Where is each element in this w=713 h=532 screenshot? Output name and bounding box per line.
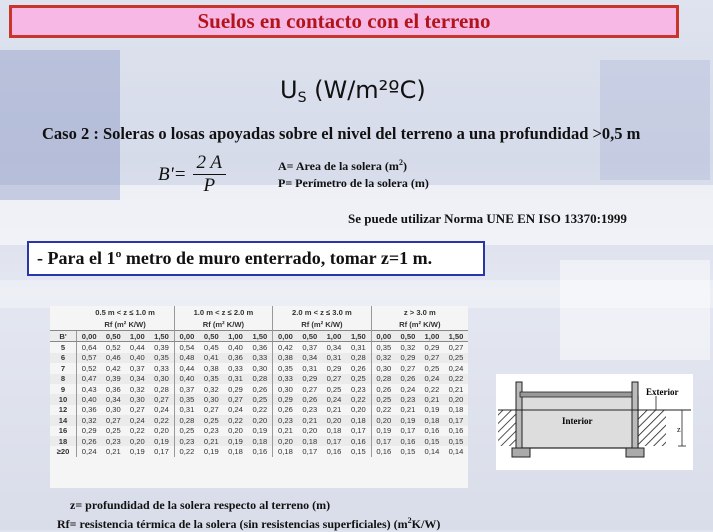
column-header-rf: 0,00	[273, 331, 298, 342]
table-cell: 0,19	[371, 426, 396, 436]
table-cell: 0,40	[77, 394, 102, 404]
table-cell: 0,19	[129, 446, 145, 456]
table-cell: 0,29	[396, 353, 420, 363]
legend-rf-sup: 2	[407, 516, 412, 525]
interior-label: Interior	[562, 416, 593, 426]
table-row	[50, 394, 468, 404]
table-cell: 0,20	[154, 426, 169, 436]
table-row	[50, 405, 468, 415]
rf-header: Rf (m² K/W)	[104, 319, 146, 329]
table-cell: 0,27	[420, 353, 444, 363]
table-cell: 0,27	[223, 394, 247, 404]
table-cell: 0,24	[420, 374, 444, 384]
table-cell: 0,37	[129, 363, 145, 373]
row-b-value: ≥20	[56, 446, 70, 456]
table-cell: 0,25	[444, 353, 468, 363]
table-cell: 0,34	[125, 374, 149, 384]
norma-reference: Se puede utilizar Norma UNE EN ISO 13370:1999	[348, 211, 627, 226]
table-cell: 0,57	[77, 353, 102, 363]
table-cell: 0,24	[125, 415, 149, 425]
table-cell: 0,28	[174, 415, 199, 425]
table-cell: 0,30	[149, 374, 174, 384]
table-cell: 0,20	[125, 436, 149, 446]
table-cell: 0,40	[174, 374, 199, 384]
table-cell: 0,35	[149, 353, 174, 363]
table-cell: 0,19	[396, 415, 420, 425]
table-cell: 0,46	[101, 353, 125, 363]
table-cell: 0,18	[420, 415, 444, 425]
table-cell: 0,29	[77, 426, 102, 436]
slide-title: Suelos en contacto con el terreno	[9, 5, 679, 38]
table-cell: 0,21	[273, 426, 298, 436]
table-cell: 0,45	[203, 343, 219, 353]
case-description: Caso 2 : Soleras o losas apoyadas sobre el nivel del terreno a una profundidad >0,5 m	[42, 124, 641, 143]
table-cell: 0,44	[174, 363, 199, 373]
column-header-rf: 1,50	[444, 331, 468, 342]
table-cell: 0,64	[77, 342, 102, 353]
footing-right	[626, 448, 644, 457]
legend	[57, 497, 441, 532]
table-row	[50, 426, 468, 436]
table-cell: 0,36	[223, 353, 247, 363]
column-header-rf: 0,00	[174, 331, 199, 342]
bprime-numerator: 2 A	[193, 152, 227, 175]
table-row	[50, 415, 468, 425]
table-cell: 0,27	[400, 363, 416, 373]
definition-a	[278, 154, 429, 175]
column-header-b: B'	[50, 331, 77, 342]
table-cell: 0,18	[346, 415, 371, 425]
rf-header: Rf (m² K/W)	[174, 318, 272, 331]
table-cell: 0,24	[77, 446, 102, 456]
table-cell: 0,27	[302, 384, 318, 394]
row-b-value: 16	[58, 426, 68, 436]
column-header-rf: 1,00	[420, 331, 444, 342]
row-b-value: 10	[50, 394, 77, 404]
note-box: - Para el 1º metro de muro enterrado, tomar z=1 m.	[27, 241, 485, 276]
table-cell: 0,35	[273, 363, 298, 373]
table-cell: 0,25	[248, 394, 273, 404]
table-cell: 0,24	[400, 384, 416, 394]
corner-cell	[50, 318, 77, 331]
table-cell: 0,31	[174, 405, 199, 415]
table-cell: 0,15	[400, 446, 416, 456]
table-cell: 0,32	[400, 343, 416, 353]
background-tile	[600, 60, 710, 180]
table-cell: 0,33	[154, 363, 169, 373]
table-cell: 0,31	[322, 353, 346, 363]
table-cell: 0,54	[174, 342, 199, 353]
table-cell: 0,38	[203, 363, 219, 373]
roof	[520, 392, 632, 397]
table-cell: 0,27	[448, 343, 464, 353]
table-cell: 0,20	[228, 426, 243, 436]
table-cell: 0,18	[273, 446, 298, 456]
definition-a-text: A= Area de la solera (m	[278, 159, 399, 173]
table-cell: 0,29	[273, 394, 298, 404]
column-header-rf: 1,00	[223, 331, 247, 342]
table-cell: 0,18	[228, 446, 243, 456]
table-cell: 0,18	[326, 426, 342, 436]
table-cell: 0,21	[400, 405, 416, 415]
table-cell: 0,16	[396, 436, 420, 446]
row-b-value: 12	[58, 405, 68, 415]
table-cell: 0,18	[298, 436, 322, 446]
table-cell: 0,26	[252, 384, 268, 394]
column-header-rf: 0,00	[77, 331, 102, 342]
table-cell: 0,33	[228, 363, 243, 373]
table-cell: 0,33	[248, 353, 273, 363]
table-cell: 0,52	[105, 343, 121, 353]
rf-header: Rf (m² K/W)	[371, 318, 468, 331]
table-cell: 0,36	[77, 405, 102, 415]
table-cell: 0,23	[101, 436, 125, 446]
table-cell: 0,17	[302, 446, 318, 456]
table-cell: 0,41	[199, 353, 223, 363]
table-cell: 0,19	[424, 405, 440, 415]
footing-left	[512, 448, 530, 457]
table-cell: 0,48	[174, 353, 199, 363]
definition-a-close: )	[402, 159, 407, 173]
table-cell: 0,36	[252, 343, 268, 353]
table-cell: 0,39	[101, 374, 125, 384]
table-cell: 0,40	[228, 343, 243, 353]
table-cell: 0,18	[448, 405, 464, 415]
column-header-rf: 0,50	[396, 331, 420, 342]
table-cell: 0,39	[154, 343, 169, 353]
table-cell: 0,21	[326, 405, 342, 415]
table-cell: 0,16	[326, 446, 342, 456]
table-cell: 0,15	[350, 446, 366, 456]
background-tile	[560, 260, 710, 360]
us-subscript: S	[297, 90, 307, 106]
table-cell: 0,29	[298, 374, 322, 384]
table-cell: 0,14	[448, 446, 464, 456]
table-cell: 0,37	[302, 343, 318, 353]
legend-rf-text: Rf= resistencia térmica de la solera (sin resistencias superficiales) (m	[57, 517, 408, 531]
column-header-rf: 0,50	[199, 331, 223, 342]
rf-table-container	[50, 306, 468, 488]
column-header-rf: 0,00	[371, 331, 396, 342]
row-b-value: 7	[60, 363, 66, 373]
table-cell: 0,22	[174, 446, 199, 456]
table-cell: 0,22	[223, 415, 247, 425]
rf-table	[50, 306, 468, 457]
table-cell: 0,21	[105, 446, 121, 456]
column-header-rf: 0,50	[101, 331, 125, 342]
table-cell: 0,20	[371, 415, 396, 425]
table-cell: 0,23	[350, 384, 366, 394]
table-cell: 0,23	[273, 415, 298, 425]
rf-header-row	[50, 318, 468, 331]
group-header: 2.0 m < z ≤ 3.0 m	[273, 306, 371, 318]
table-cell: 0,27	[322, 374, 346, 384]
table-cell: 0,17	[154, 446, 169, 456]
table-cell: 0,26	[77, 436, 102, 446]
bprime-denominator: P	[203, 175, 216, 196]
table-cell: 0,44	[129, 343, 145, 353]
table-cell: 0,16	[371, 446, 396, 456]
table-cell: 0,25	[199, 415, 223, 425]
definition-a-sup: 2	[398, 158, 403, 167]
table-cell: 0,28	[248, 374, 273, 384]
group-header: z > 3.0 m	[371, 306, 468, 318]
table-cell: 0,35	[174, 394, 199, 404]
bprime-lhs: B'=	[158, 163, 187, 185]
table-cell: 0,38	[273, 353, 298, 363]
table-cell: 0,24	[322, 394, 346, 404]
table-row	[50, 436, 468, 446]
table-row	[50, 384, 468, 394]
table-cell: 0,19	[252, 426, 268, 436]
table-cell: 0,28	[346, 353, 371, 363]
table-cell: 0,14	[424, 446, 440, 456]
table-cell: 0,27	[129, 405, 145, 415]
table-cell: 0,17	[371, 436, 396, 446]
table-cell: 0,24	[154, 405, 169, 415]
table-cell: 0,29	[326, 363, 342, 373]
table-cell: 0,26	[371, 384, 396, 394]
definition-p: P= Perímetro de la solera (m)	[278, 176, 429, 190]
table-row	[50, 446, 468, 456]
table-cell: 0,25	[424, 363, 440, 373]
exterior-label: Exterior	[646, 387, 679, 397]
table-cell: 0,24	[448, 363, 464, 373]
table-cell: 0,22	[346, 394, 371, 404]
slab-diagram	[496, 374, 693, 470]
table-cell: 0,19	[223, 436, 247, 446]
table-cell: 0,23	[203, 426, 219, 436]
table-cell: 0,30	[252, 363, 268, 373]
table-cell: 0,30	[105, 405, 121, 415]
corner-cell	[50, 306, 77, 318]
table-row	[50, 353, 468, 363]
table-cell: 0,32	[77, 415, 102, 425]
table-cell: 0,26	[396, 374, 420, 384]
us-formula	[280, 76, 426, 106]
group-header: 0.5 m < z ≤ 1.0 m	[95, 307, 155, 317]
table-cell: 0,26	[273, 405, 298, 415]
row-b-value: 14	[50, 415, 77, 425]
table-cell: 0,42	[105, 363, 121, 373]
table-cell: 0,34	[298, 353, 322, 363]
table-cell: 0,33	[273, 374, 298, 384]
us-symbol: U	[280, 76, 298, 104]
bprime-fraction	[193, 152, 227, 197]
row-b-value: 8	[50, 374, 77, 384]
row-b-value: 6	[50, 353, 77, 363]
table-cell: 0,16	[346, 436, 371, 446]
table-cell: 0,35	[199, 374, 223, 384]
row-b-value: 5	[60, 343, 66, 353]
table-cell: 0,16	[448, 426, 464, 436]
table-cell: 0,21	[420, 394, 444, 404]
table-cell: 0,21	[199, 436, 223, 446]
table-cell: 0,27	[101, 415, 125, 425]
table-cell: 0,16	[252, 446, 268, 456]
table-cell: 0,32	[129, 384, 145, 394]
table-cell: 0,47	[77, 374, 102, 384]
table-body	[50, 342, 468, 457]
table-cell: 0,19	[203, 446, 219, 456]
table-cell: 0,20	[350, 405, 366, 415]
row-b-value: 9	[60, 384, 66, 394]
bprime-formula	[158, 152, 226, 197]
table-cell: 0,17	[322, 436, 346, 446]
table-cell: 0,40	[125, 353, 149, 363]
ground-right	[636, 410, 666, 446]
table-cell: 0,28	[371, 374, 396, 384]
table-cell: 0,15	[444, 436, 468, 446]
table-cell: 0,25	[326, 384, 342, 394]
wall-right	[632, 382, 638, 448]
table-cell: 0,31	[223, 374, 247, 384]
legend-z: z= profundidad de la solera respecto al terreno (m)	[70, 498, 331, 512]
table-cell: 0,22	[252, 405, 268, 415]
table-cell: 0,21	[448, 384, 464, 394]
table-cell: 0,30	[273, 384, 298, 394]
table-cell: 0,32	[371, 353, 396, 363]
table-cell: 0,17	[350, 426, 366, 436]
table-cell: 0,20	[322, 415, 346, 425]
column-header-rf: 1,50	[248, 331, 273, 342]
table-cell: 0,36	[105, 384, 121, 394]
table-cell: 0,26	[298, 394, 322, 404]
table-cell: 0,25	[105, 426, 121, 436]
table-cell: 0,23	[174, 436, 199, 446]
table-cell: 0,15	[420, 436, 444, 446]
variable-definitions	[278, 154, 429, 192]
table-cell: 0,19	[149, 436, 174, 446]
table-cell: 0,27	[149, 394, 174, 404]
table-cell: 0,42	[273, 342, 298, 353]
group-header: 1.0 m < z ≤ 2.0 m	[174, 306, 272, 318]
table-cell: 0,20	[302, 426, 318, 436]
table-cell: 0,23	[302, 405, 318, 415]
column-header-row	[50, 331, 468, 342]
table-cell: 0,23	[396, 394, 420, 404]
us-units: (W/m²ºC)	[306, 76, 426, 104]
table-cell: 0,30	[199, 394, 223, 404]
group-header-row	[50, 306, 468, 318]
table-cell: 0,30	[371, 363, 396, 373]
legend-rf	[57, 513, 440, 532]
table-cell: 0,25	[371, 394, 396, 404]
table-cell: 0,25	[346, 374, 371, 384]
legend-rf-end: K/W)	[411, 517, 441, 531]
table-cell: 0,28	[154, 384, 169, 394]
table-cell: 0,34	[326, 343, 342, 353]
table-cell: 0,34	[101, 394, 125, 404]
table-cell: 0,30	[125, 394, 149, 404]
table-cell: 0,24	[228, 405, 243, 415]
table-cell: 0,22	[129, 426, 145, 436]
table-cell: 0,27	[203, 405, 219, 415]
column-header-rf: 1,50	[346, 331, 371, 342]
row-b-value: 18	[50, 436, 77, 446]
table-cell: 0,16	[424, 426, 440, 436]
table-cell: 0,18	[248, 436, 273, 446]
column-header-rf: 1,50	[149, 331, 174, 342]
table-cell: 0,20	[444, 394, 468, 404]
table-cell: 0,17	[400, 426, 416, 436]
table-cell: 0,25	[174, 426, 199, 436]
table-cell: 0,29	[424, 343, 440, 353]
table-cell: 0,20	[248, 415, 273, 425]
table-row	[50, 342, 468, 353]
table-row	[50, 363, 468, 373]
table-cell: 0,31	[302, 363, 318, 373]
table-cell: 0,37	[174, 384, 199, 394]
table-cell: 0,52	[77, 363, 102, 373]
table-cell: 0,17	[444, 415, 468, 425]
table-cell: 0,35	[371, 342, 396, 353]
column-header-rf: 0,50	[298, 331, 322, 342]
table-cell: 0,22	[371, 405, 396, 415]
table-cell: 0,26	[350, 363, 366, 373]
table-cell: 0,32	[203, 384, 219, 394]
column-header-rf: 1,00	[322, 331, 346, 342]
table-cell: 0,22	[444, 374, 468, 384]
table-row	[50, 374, 468, 384]
z-label: z	[677, 425, 681, 434]
table-cell: 0,31	[350, 343, 366, 353]
table-cell: 0,22	[149, 415, 174, 425]
table-cell: 0,21	[298, 415, 322, 425]
rf-header: Rf (m² K/W)	[273, 318, 371, 331]
table-cell: 0,22	[424, 384, 440, 394]
column-header-rf: 1,00	[125, 331, 149, 342]
table-cell: 0,20	[273, 436, 298, 446]
table-cell: 0,29	[228, 384, 243, 394]
table-cell: 0,43	[77, 384, 102, 394]
